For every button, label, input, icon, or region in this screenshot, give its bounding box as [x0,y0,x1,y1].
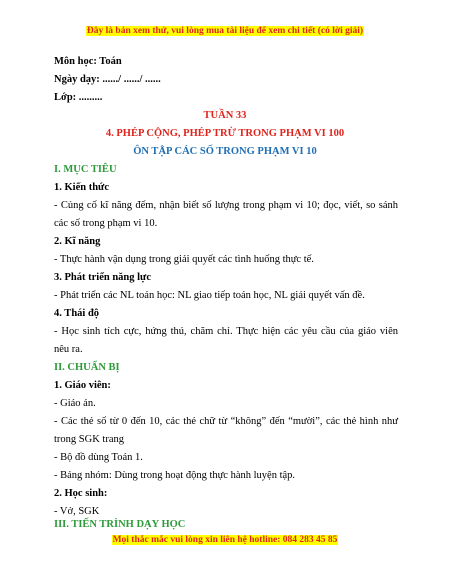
section-preparation-heading: II. CHUẨN BỊ [54,362,120,373]
skills-text-line-1: - Thực hành vận dụng trong giải quyết các tình huống thực tế. [54,254,314,265]
teacher-text-line-4: - Bộ đồ dùng Toán 1. [54,452,143,463]
competence-text-line-1: - Phát triển các NL toán học: NL giao tiếp toán học, NL giải quyết vấn đề. [54,290,365,301]
student-heading: 2. Học sinh: [54,488,108,499]
date-line: Ngày dạy: ....../ ....../ ...... [54,74,161,85]
lesson-subtitle: ÔN TẬP CÁC SỐ TRONG PHẠM VI 10 [133,146,317,157]
teacher-text-line-5: - Bảng nhóm: Dùng trong hoạt động thực hành luyện tập. [54,470,296,481]
class-line: Lớp: ......... [54,92,103,103]
knowledge-text-line-2: các số trong phạm vi 10. [54,218,158,229]
teacher-text-line-3: trong SGK trang [54,434,124,445]
section-objectives-heading: I. MỤC TIÊU [54,164,117,175]
knowledge-text-line-1: - Củng cố kĩ năng đếm, nhận biết số lượng trong phạm vi 10; đọc, viết, so sánh [54,200,398,211]
top-notice-text: Đây là bản xem thử, vui lòng mua tài liệu để xem chi tiết (có lời giải) [86,26,364,36]
student-text-line-1: - Vở, SGK [54,506,100,517]
subject-line: Môn học: Toán [54,56,122,67]
competence-heading: 3. Phát triển năng lực [54,272,152,283]
attitude-text-line-1: - Học sinh tích cực, hứng thú, chăm chỉ. Thực hiện các yêu cầu của giáo viên [54,326,398,337]
week-title: TUẦN 33 [203,110,247,121]
attitude-heading: 4. Thái độ [54,308,100,319]
skills-heading: 2. Kĩ năng [54,236,101,247]
lesson-title: 4. PHÉP CỘNG, PHÉP TRỪ TRONG PHẠM VI 100 [105,128,345,139]
section-process-heading: III. TIẾN TRÌNH DẠY HỌC [54,519,186,530]
teacher-text-line-1: - Giáo án. [54,398,96,409]
bottom-hotline-text: Mọi thắc mắc vui lòng xin liên hệ hotline: 084 283 45 85 [112,535,338,545]
knowledge-heading: 1. Kiến thức [54,182,110,193]
top-notice-banner [0,26,450,36]
attitude-text-line-2: nêu ra. [54,344,83,355]
teacher-text-line-2: - Các thẻ số từ 0 đến 10, các thẻ chữ từ “không” đến “mười”, các thẻ hình như [54,416,398,427]
bottom-hotline-banner [0,535,450,545]
teacher-heading: 1. Giáo viên: [54,380,111,391]
